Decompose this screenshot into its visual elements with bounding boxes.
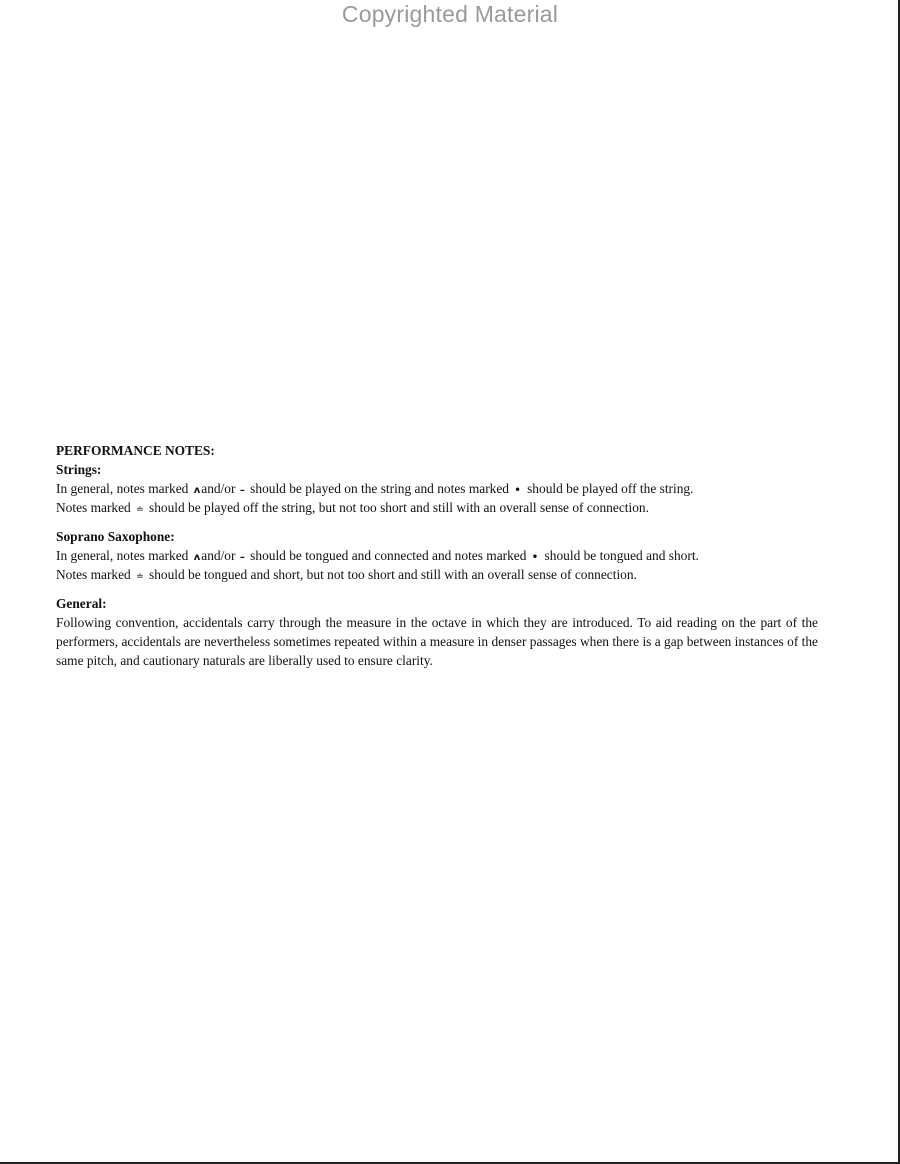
tenuto-staccato-icon: ≐ (136, 505, 144, 515)
accent-icon: ʌ (193, 552, 201, 563)
watermark: Copyrighted Material (341, 1, 559, 27)
staccato-icon: • (531, 552, 539, 563)
saxophone-line-2 (56, 565, 818, 584)
strings-line-1 (56, 479, 818, 498)
text-fragment: should be played on the string and notes marked (246, 481, 513, 496)
general-section (56, 594, 818, 670)
performance-notes (56, 441, 818, 680)
text-fragment: and/or (201, 481, 239, 496)
accent-icon: ʌ (193, 485, 201, 496)
strings-section (56, 460, 818, 517)
notes-title: PERFORMANCE NOTES: (56, 443, 215, 458)
saxophone-text (56, 546, 818, 584)
staccato-icon: • (514, 485, 521, 496)
text-fragment: should be tongued and connected and notes marked (246, 548, 530, 563)
tenuto-icon: – (239, 552, 245, 563)
text-fragment: should be played off the string. (523, 481, 694, 496)
saxophone-section (56, 527, 818, 584)
general-text: Following convention, accidentals carry through the measure in the octave in which they are introduced. To aid reading on the part of the performers, accidentals are nevertheless sometimes repeated within a measure in denser passages when there is a gap between instances of the same pitch, and cautionary naturals are liberally used to ensure clarity. (56, 615, 818, 668)
strings-text (56, 479, 818, 517)
strings-line-2 (56, 498, 818, 517)
text-fragment: and/or (201, 548, 239, 563)
strings-heading: Strings: (56, 462, 102, 477)
text-fragment: should be played off the string, but not too short and still with an overall sense of connection. (145, 500, 649, 515)
text-fragment: should be tongued and short. (541, 548, 699, 563)
text-fragment: Notes marked (56, 500, 135, 515)
saxophone-heading: Soprano Saxophone: (56, 529, 175, 544)
tenuto-staccato-icon: ≐ (136, 572, 144, 582)
text-fragment: Notes marked (56, 567, 135, 582)
text-fragment: In general, notes marked (56, 481, 192, 496)
tenuto-icon: – (239, 485, 245, 496)
saxophone-line-1 (56, 546, 818, 565)
general-heading: General: (56, 596, 107, 611)
text-fragment: In general, notes marked (56, 548, 192, 563)
text-fragment: should be tongued and short, but not too short and still with an overall sense of connection. (145, 567, 637, 582)
